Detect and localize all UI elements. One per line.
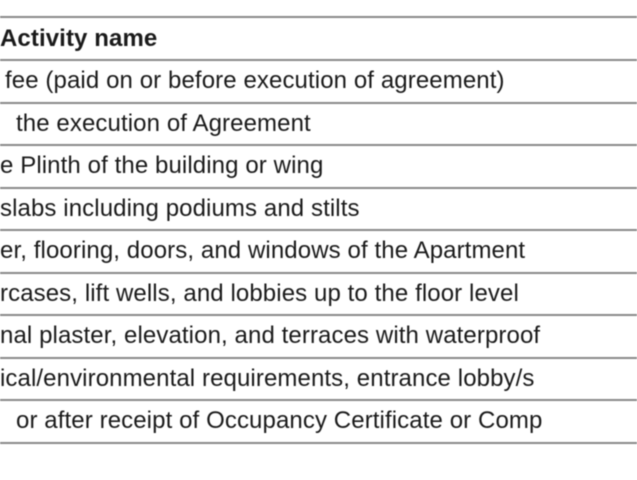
- table-row: [0, 359, 637, 402]
- column-header-activity-name: Activity name: [0, 24, 158, 52]
- activity-cell: slabs including podiums and stilts: [0, 194, 360, 222]
- activity-cell: ical/environmental requirements, entrance lobby/s: [0, 364, 535, 392]
- activity-cell: or after receipt of Occupancy Certificate or Comp: [16, 407, 543, 435]
- table-row: [0, 401, 637, 444]
- activity-table: [0, 16, 637, 444]
- table-row: [0, 231, 637, 274]
- table-row: [0, 104, 637, 147]
- activity-cell: e Plinth of the building or wing: [0, 152, 324, 180]
- table-row: [0, 189, 637, 232]
- activity-cell: fee (paid on or before execution of agreement): [5, 67, 505, 95]
- activity-cell: er, flooring, doors, and windows of the Apartment: [0, 237, 526, 265]
- activity-cell: nal plaster, elevation, and terraces with waterproof: [0, 322, 541, 350]
- table-header-row: [0, 18, 637, 61]
- activity-cell: the execution of Agreement: [16, 109, 311, 137]
- table-row: [0, 274, 637, 317]
- table-row: [0, 316, 637, 359]
- activity-cell: rcases, lift wells, and lobbies up to the floor level: [0, 279, 519, 307]
- table-row: [0, 146, 637, 189]
- table-row: [0, 61, 637, 104]
